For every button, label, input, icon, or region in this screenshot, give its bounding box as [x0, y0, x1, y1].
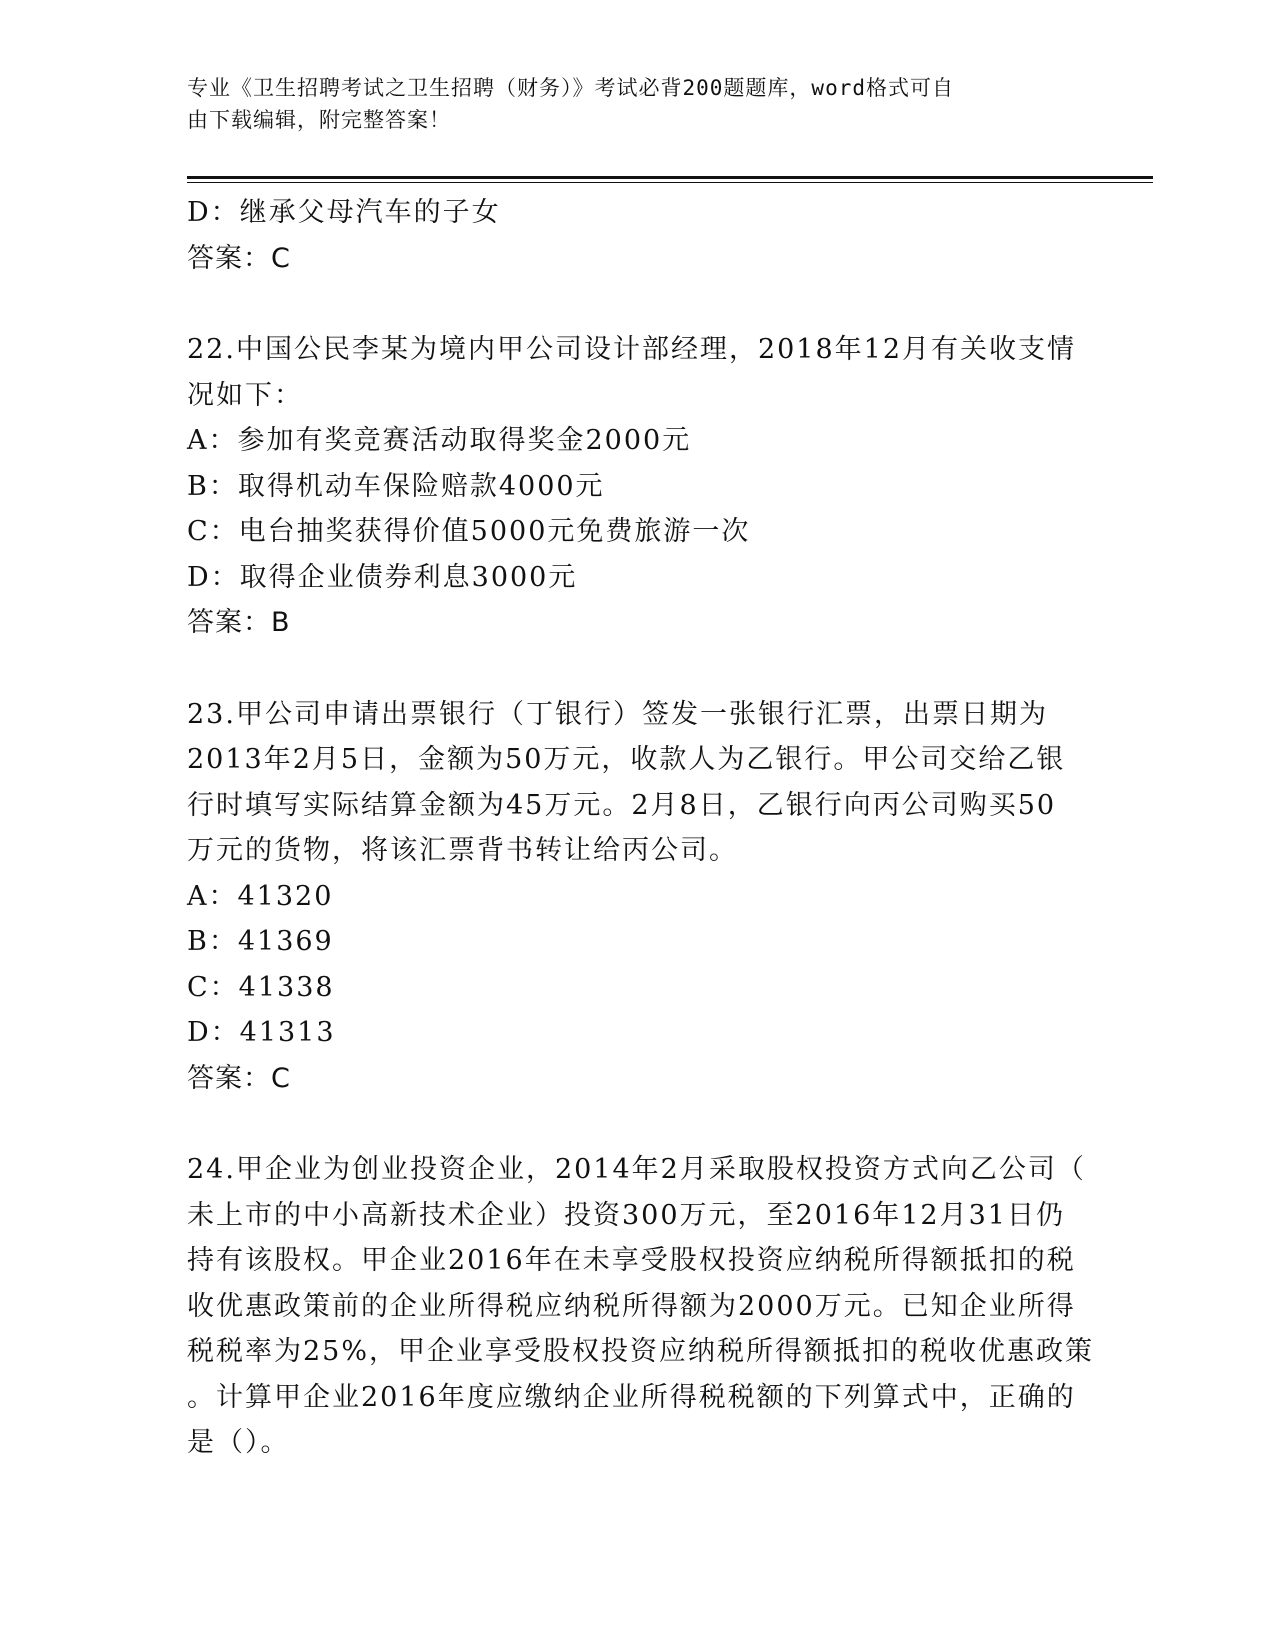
answer: 答案：B — [187, 607, 291, 638]
question-24 — [187, 1147, 1095, 1466]
header-line-1: 专业《卫生招聘考试之卫生招聘（财务）》考试必背200题题库，word格式可自 — [187, 76, 954, 100]
header-line-2: 由下载编辑，附完整答案！ — [187, 108, 451, 132]
question-stem-line: 23.甲公司申请出票银行（丁银行）签发一张银行汇票，出票日期为 — [187, 698, 1048, 730]
answer: 答案：C — [187, 1062, 291, 1094]
question-23 — [187, 692, 1077, 1102]
question-stem-line: 2013年2月5日，金额为50万元，收款人为乙银行。甲公司交给乙银 — [187, 744, 1066, 775]
spacer — [187, 1101, 1077, 1147]
question-stem-line: 万元的货物，将该汇票背书转让给丙公司。 — [187, 835, 738, 866]
question-stem-line: 24.甲企业为创业投资企业，2014年2月采取股权投资方式向乙公司（ — [187, 1154, 1086, 1185]
question-stem-line: 持有该股权。甲企业2016年在未享受股权投资应纳税所得额抵扣的税 — [187, 1245, 1076, 1276]
prev-answer: 答案：C — [187, 242, 291, 274]
question-22 — [187, 327, 1077, 646]
option-a: A：参加有奖竞赛活动取得奖金2000元 — [187, 425, 692, 456]
option-c: C：电台抽奖获得价值5000元免费旅游一次 — [187, 516, 751, 547]
header-divider-thin — [187, 182, 1153, 183]
question-stem-line: 收优惠政策前的企业所得税应纳税所得额为2000万元。已知企业所得 — [187, 1290, 1076, 1322]
option-b: B：取得机动车保险赔款4000元 — [187, 470, 605, 502]
question-stem-line: 行时填写实际结算金额为45万元。2月8日，乙银行向丙公司购买50 — [187, 789, 1057, 821]
option-d: D：41313 — [187, 1017, 336, 1048]
prev-option-d: D：继承父母汽车的子女 — [187, 197, 501, 228]
question-stem-line: 未上市的中小高新技术企业）投资300万元，至2016年12月31日仍 — [187, 1199, 1065, 1231]
question-stem-line: 是（）。 — [187, 1427, 290, 1458]
option-c: C：41338 — [187, 971, 335, 1003]
question-stem-line: 。计算甲企业2016年度应缴纳企业所得税税额的下列算式中，正确的 — [187, 1381, 1076, 1413]
page-header — [187, 72, 1067, 136]
header-divider-thick — [187, 176, 1153, 179]
question-stem-line: 况如下： — [187, 379, 303, 411]
spacer — [187, 646, 1077, 692]
option-b: B：41369 — [187, 926, 334, 957]
question-stem-line: 22.中国公民李某为境内甲公司设计部经理，2018年12月有关收支情 — [187, 334, 1077, 365]
option-d: D：取得企业债券利息3000元 — [187, 561, 578, 593]
question-stem-line: 税税率为25%，甲企业享受股权投资应纳税所得额抵扣的税收优惠政策 — [187, 1336, 1095, 1367]
question-content — [187, 190, 1095, 1466]
spacer — [187, 281, 1077, 327]
option-a: A：41320 — [187, 880, 334, 912]
